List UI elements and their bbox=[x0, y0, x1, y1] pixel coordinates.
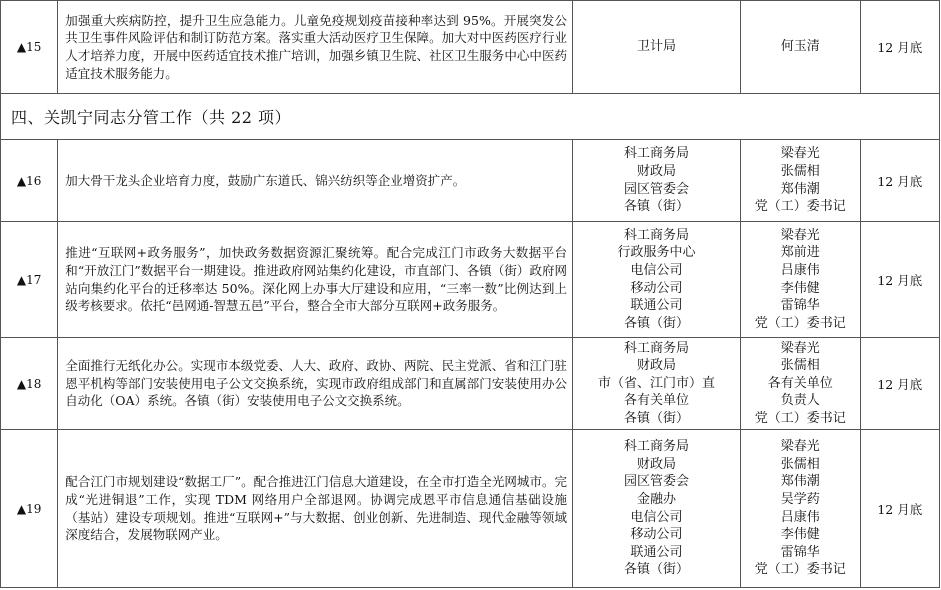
responsible-leaders bbox=[740, 430, 860, 588]
leader-name: 何玉清 bbox=[780, 39, 820, 55]
task-description: 全面推行无纸化办公。实现市本级党委、人大、政府、政协、两院、民主党派、省和江门驻恩平机构等部门安装使用电子公文交换系统，实现市政府组成部门和直属部门安装使用办公自动化（OA）系统。各镇（街）安装使用电子公文交换系统。 bbox=[58, 338, 573, 430]
leader-name: 党（工）委书记 bbox=[754, 410, 846, 426]
table-row bbox=[1, 222, 940, 338]
section-row bbox=[1, 94, 940, 140]
table-body-main bbox=[1, 140, 940, 588]
department-name: 科工商务局 bbox=[623, 227, 689, 243]
leader-name: 李伟健 bbox=[780, 527, 820, 543]
department-name: 财政局 bbox=[636, 163, 676, 179]
leader-name: 郑伟潮 bbox=[780, 181, 820, 197]
table-row bbox=[1, 338, 940, 430]
table-row bbox=[1, 1, 940, 94]
leader-name: 党（工）委书记 bbox=[754, 562, 846, 578]
department-name: 联通公司 bbox=[630, 298, 683, 314]
table-row bbox=[1, 430, 940, 588]
leader-name: 郑前进 bbox=[780, 245, 820, 261]
table-row bbox=[1, 140, 940, 222]
department-name: 各镇（街） bbox=[623, 562, 689, 578]
responsible-departments bbox=[573, 338, 741, 430]
responsible-departments bbox=[573, 140, 741, 222]
leader-name: 梁春光 bbox=[780, 439, 820, 455]
department-name: 联通公司 bbox=[630, 544, 683, 560]
responsible-departments bbox=[573, 222, 741, 338]
department-name: 科工商务局 bbox=[623, 340, 689, 356]
department-name: 电信公司 bbox=[630, 509, 683, 525]
leader-name: 雷锦华 bbox=[780, 544, 820, 560]
department-name: 金融办 bbox=[636, 491, 676, 507]
responsible-leaders bbox=[740, 222, 860, 338]
leader-name: 雷锦华 bbox=[780, 298, 820, 314]
section-body bbox=[1, 94, 940, 140]
department-name: 电信公司 bbox=[630, 262, 683, 278]
deadline: 12 月底 bbox=[860, 222, 939, 338]
leader-name: 张儒相 bbox=[780, 163, 820, 179]
task-description: 推进“互联网+政务服务”，加快政务数据资源汇聚统筹。配合完成江门市政务大数据平台和“开放江门”数据平台一期建设。推进政府网站集约化建设，市直部门、各镇（街）政府网站向集约化平台的迁移率达 50%。深化网上办事大厅建设和应用，“三率一数”比例达到上级考核要求。依托“邑网通-智慧五邑”平台，整合全市大部分互联网+政务服务。 bbox=[58, 222, 573, 338]
responsible-departments bbox=[573, 1, 741, 94]
leader-name: 党（工）委书记 bbox=[754, 315, 846, 331]
leader-name: 张儒相 bbox=[780, 358, 820, 374]
department-name: 园区管委会 bbox=[623, 474, 689, 490]
task-description: 配合江门市规划建设“数据工厂”。配合推进江门信息大道建设，在全市打造全光网城市。完成“光进铜退”工作，实现 TDM 网络用户全部退网。协调完成恩平市信息通信基础设施（基站）建设专项规划。推进“互联网+”与大数据、创业创新、先进制造、现代金融等领域深度结合，发展物联网产业。 bbox=[58, 430, 573, 588]
department-name: 各镇（街） bbox=[623, 199, 689, 215]
table-body-top bbox=[1, 1, 940, 94]
department-name: 各镇（街） bbox=[623, 410, 689, 426]
leader-name: 负责人 bbox=[780, 393, 820, 409]
leader-name: 梁春光 bbox=[780, 146, 820, 162]
leader-name: 李伟健 bbox=[780, 280, 820, 296]
item-number: ▲18 bbox=[1, 338, 58, 430]
deadline: 12 月底 bbox=[860, 430, 939, 588]
section-title: 四、关凯宁同志分管工作（共 22 项） bbox=[1, 94, 940, 140]
department-name: 卫计局 bbox=[636, 39, 676, 55]
leader-name: 张儒相 bbox=[780, 456, 820, 472]
responsible-leaders bbox=[740, 1, 860, 94]
leader-name: 党（工）委书记 bbox=[754, 199, 846, 215]
department-name: 园区管委会 bbox=[623, 181, 689, 197]
responsible-leaders bbox=[740, 338, 860, 430]
department-name: 财政局 bbox=[636, 456, 676, 472]
responsible-leaders bbox=[740, 140, 860, 222]
department-name: 各镇（街） bbox=[623, 315, 689, 331]
task-description: 加大骨干龙头企业培育力度，鼓励广东道氏、锦兴纺织等企业增资扩产。 bbox=[58, 140, 573, 222]
leader-name: 吕康伟 bbox=[780, 262, 820, 278]
department-name: 科工商务局 bbox=[623, 439, 689, 455]
leader-name: 梁春光 bbox=[780, 340, 820, 356]
leader-name: 各有关单位 bbox=[767, 375, 833, 391]
department-name: 移动公司 bbox=[630, 527, 683, 543]
responsible-departments bbox=[573, 430, 741, 588]
department-name: 市（省、江门市）直 bbox=[597, 375, 715, 391]
task-description: 加强重大疾病防控，提升卫生应急能力。儿童免疫规划疫苗接种率达到 95%。开展突发公共卫生事件风险评估和制订防范方案。落实重大活动医疗卫生保障。加大对中医药医疗行业人才培养力度，开展中医药适宜技术推广培训，加强乡镇卫生院、社区卫生服务中心中医药适宜技术服务能力。 bbox=[58, 1, 573, 94]
leader-name: 梁春光 bbox=[780, 227, 820, 243]
department-name: 科工商务局 bbox=[623, 146, 689, 162]
item-number: ▲16 bbox=[1, 140, 58, 222]
item-number: ▲17 bbox=[1, 222, 58, 338]
leader-name: 郑伟潮 bbox=[780, 474, 820, 490]
deadline: 12 月底 bbox=[860, 140, 939, 222]
item-number: ▲19 bbox=[1, 430, 58, 588]
department-name: 行政服务中心 bbox=[617, 245, 696, 261]
item-number: ▲15 bbox=[1, 1, 58, 94]
leader-name: 吴学药 bbox=[780, 491, 820, 507]
department-name: 财政局 bbox=[636, 358, 676, 374]
deadline: 12 月底 bbox=[860, 338, 939, 430]
department-name: 移动公司 bbox=[630, 280, 683, 296]
leader-name: 吕康伟 bbox=[780, 509, 820, 525]
deadline: 12 月底 bbox=[860, 1, 939, 94]
department-name: 各有关单位 bbox=[623, 393, 689, 409]
